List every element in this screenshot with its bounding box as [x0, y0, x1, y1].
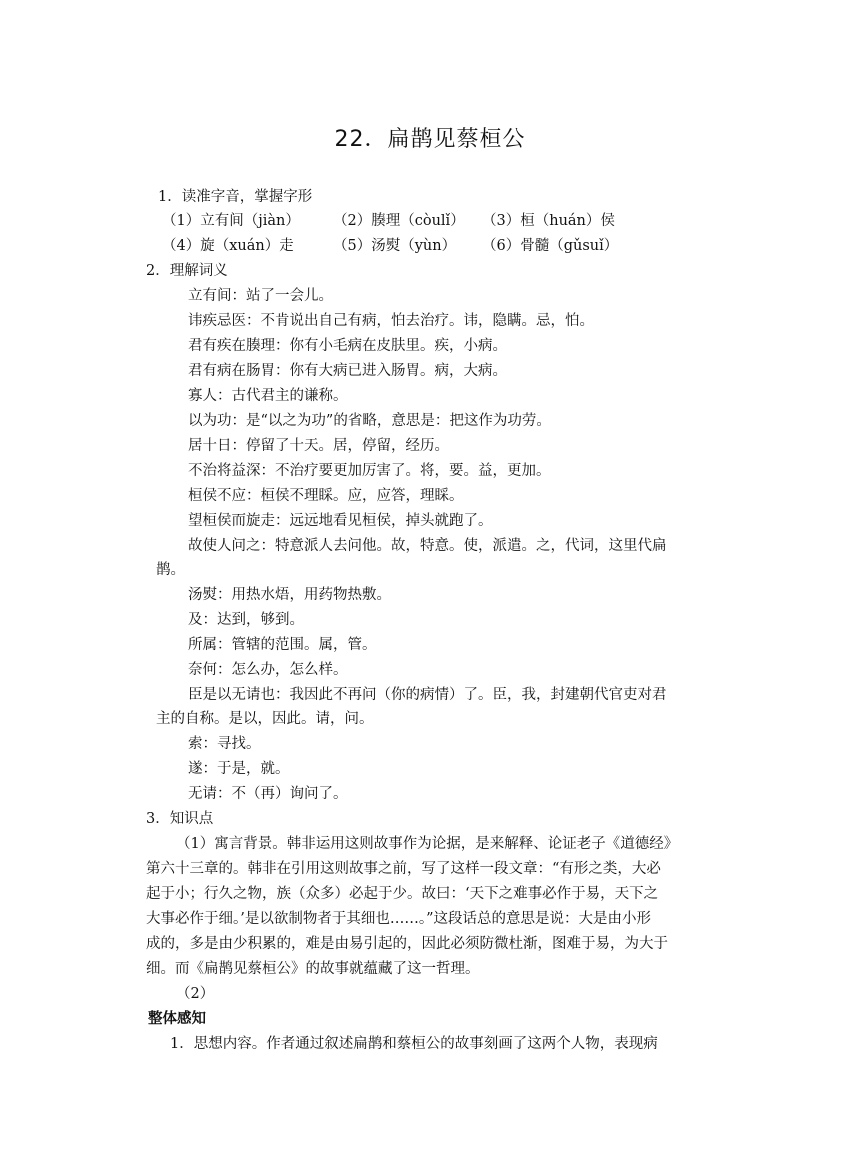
- pronunciation-row: [0, 211, 860, 231]
- paragraph-line: 细。而《扁鹊见蔡桓公》的故事就蕴藏了这一哲理。: [146, 961, 480, 977]
- definition-line: 主的自称。是以，因此。请，问。: [156, 711, 374, 727]
- definition-line: 无请：不（再）询问了。: [188, 786, 348, 802]
- definition-line: 桓侯不应：桓侯不理睬。应，应答，理睬。: [188, 488, 464, 504]
- definition-line: 望桓侯而旋走：远远地看见桓侯，掉头就跑了。: [188, 513, 493, 529]
- definition-line: 君有病在肠胃：你有大病已进入肠胃。病，大病。: [188, 363, 507, 379]
- definition-line: 以为功：是“以之为功”的省略，意思是：把这作为功劳。: [188, 413, 551, 429]
- definition-line: 所属：管辖的范围。属，管。: [188, 637, 377, 653]
- definition-line: 索：寻找。: [188, 736, 261, 752]
- pronunciation-item: （1）立有间（jiàn）: [162, 213, 300, 229]
- definition-line: 遂：于是，就。: [188, 761, 290, 777]
- definition-line: 汤熨：用热水焐，用药物热敷。: [188, 587, 391, 603]
- definition-line: 讳疾忌医：不肯说出自己有病，怕去治疗。讳，隐瞒。忌，怕。: [188, 313, 594, 329]
- definition-line: 奈何：怎么办，怎么样。: [188, 662, 348, 678]
- page-title: 22．扁鹊见蔡桓公: [334, 127, 526, 152]
- section-heading: 整体感知: [148, 1011, 206, 1027]
- section-heading: 2．理解词义: [146, 263, 228, 279]
- pronunciation-item: （3）桓（huán）侯: [482, 213, 615, 229]
- paragraph-line: 1．思想内容。作者通过叙述扁鹊和蔡桓公的故事刻画了这两个人物，表现病: [170, 1036, 658, 1052]
- definition-line: 故使人问之：特意派人去问他。故，特意。使，派遣。之，代词，这里代扁: [188, 538, 667, 554]
- paragraph-line: （1）寓言背景。韩非运用这则故事作为论据，是来解释、论证老子《道德经》: [176, 836, 679, 852]
- definition-line: 君有疾在腠理：你有小毛病在皮肤里。疾，小病。: [188, 338, 507, 354]
- pronunciation-item: （2）腠理（còulǐ）: [333, 213, 465, 229]
- definition-line: 立有间：站了一会儿。: [188, 288, 333, 304]
- definition-line: 鹊。: [156, 562, 185, 578]
- pronunciation-item: （5）汤熨（yùn）: [333, 238, 457, 254]
- paragraph-line: 起于小；行久之物，族（众多）必起于少。故曰：‘天下之难事必作于易，天下之: [146, 886, 659, 902]
- definition-line: 居十日：停留了十天。居，停留，经历。: [188, 438, 449, 454]
- section-heading: 3．知识点: [146, 811, 214, 827]
- paragraph-line: 成的，多是由少积累的，难是由易引起的，因此必须防微杜渐，图难于易，为大于: [146, 936, 668, 952]
- definition-line: 臣是以无请也：我因此不再问（你的病情）了。臣，我，封建朝代官吏对君: [188, 687, 667, 703]
- pronunciation-item: （6）骨髓（gǔsuǐ）: [482, 238, 619, 254]
- section-heading: 1．读准字音，掌握字形: [158, 189, 313, 205]
- pronunciation-item: （4）旋（xuán）走: [162, 238, 294, 254]
- definition-line: 及：达到，够到。: [188, 612, 304, 628]
- pronunciation-row: [0, 236, 860, 256]
- paragraph-line: （2）: [176, 986, 215, 1002]
- paragraph-line: 第六十三章的。韩非在引用这则故事之前，写了这样一段文章：“有形之类，大必: [146, 861, 661, 877]
- paragraph-line: 大事必作于细。’是以欲制物者于其细也……。”这段话总的意思是说：大是由小形: [146, 911, 652, 927]
- definition-line: 不治将益深：不治疗要更加厉害了。将，要。益，更加。: [188, 463, 551, 479]
- definition-line: 寡人：古代君主的谦称。: [188, 388, 348, 404]
